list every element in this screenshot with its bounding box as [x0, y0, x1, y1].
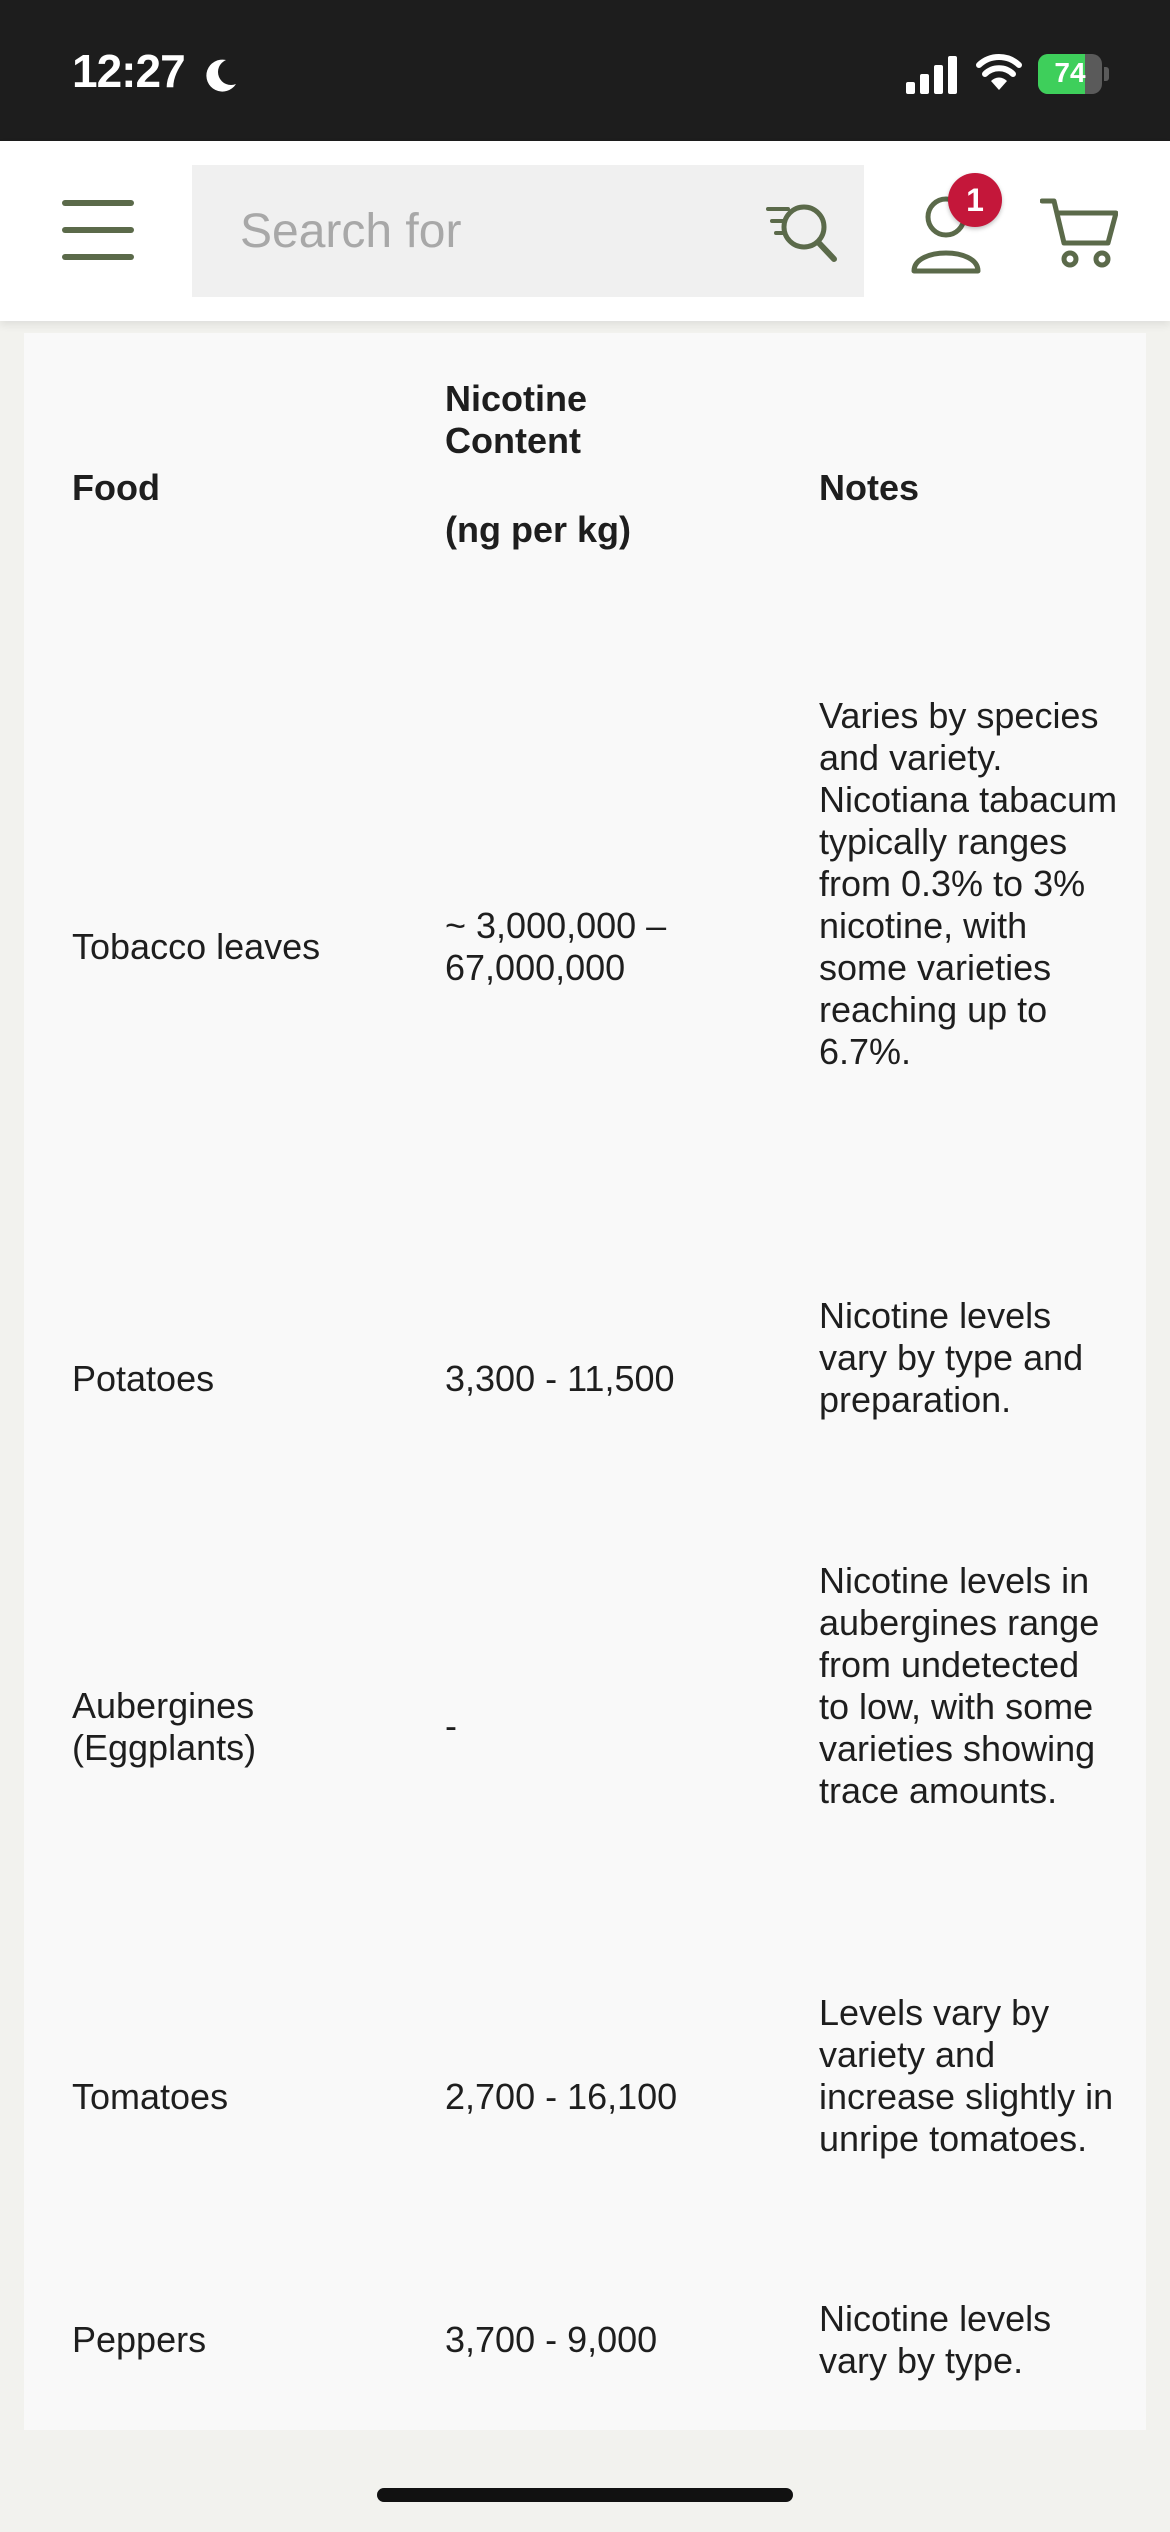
cell-food-row-3: Aubergines (Eggplants) — [72, 1685, 257, 1768]
cell-nicotine-row-4: 2,700 - 16,100 — [445, 2076, 678, 2117]
cell-notes-row-1: Varies by species and variety. Nicotiana tabacum typically ranges from 0.3% to 3% nicotine, with some varieties reaching up to 6.7%. — [819, 695, 1118, 1072]
battery-percent: 74 — [1054, 57, 1086, 88]
cell-notes-row-5: Nicotine levels vary by type. — [819, 2298, 1052, 2381]
cell-notes-row-3: Nicotine levels in aubergines range from undetected to low, with some varieties showing trace amounts. — [819, 1560, 1100, 1811]
moon-icon — [200, 56, 240, 96]
header-nicotine-line1: Nicotine — [445, 378, 588, 419]
cell-nicotine-row-1: ~ 3,000,000 – 67,000,000 — [445, 905, 667, 988]
nicotine-table — [24, 333, 1146, 2430]
cell-nicotine-row-5: 3,700 - 9,000 — [445, 2319, 658, 2360]
cell-notes-row-4: Levels vary by variety and increase slightly in unripe tomatoes. — [819, 1992, 1114, 2159]
search-box — [192, 165, 864, 297]
header-nicotine-line2: Content — [445, 420, 581, 461]
cell-nicotine-row-3: - — [445, 1705, 457, 1746]
cell-food-row-5: Peppers — [72, 2319, 207, 2360]
app-header — [0, 141, 1170, 321]
header-nicotine-unit: (ng per kg) — [445, 509, 631, 550]
cell-nicotine-row-2: 3,300 - 11,500 — [445, 1358, 675, 1399]
shopping-cart-icon[interactable] — [1040, 195, 1118, 269]
search-icon[interactable] — [766, 197, 838, 265]
cell-notes-row-2: Nicotine levels vary by type and preparation. — [819, 1295, 1084, 1420]
status-bar — [0, 0, 1170, 141]
notification-badge[interactable]: 1 — [948, 173, 1002, 227]
battery-body — [1038, 54, 1102, 94]
header-food: Food — [72, 467, 160, 508]
search-input[interactable] — [240, 165, 760, 297]
battery-nub — [1104, 67, 1109, 81]
status-time: 12:27 — [72, 45, 185, 97]
cell-food-row-4: Tomatoes — [72, 2076, 229, 2117]
wifi-icon — [976, 52, 1022, 92]
cell-food-row-1: Tobacco leaves — [72, 926, 321, 967]
cellular-signal-icon — [906, 56, 960, 94]
header-notes: Notes — [819, 467, 920, 508]
cell-food-row-2: Potatoes — [72, 1358, 215, 1399]
battery-indicator — [1038, 54, 1108, 94]
home-indicator[interactable] — [377, 2488, 793, 2502]
hamburger-menu-icon[interactable] — [62, 200, 134, 260]
